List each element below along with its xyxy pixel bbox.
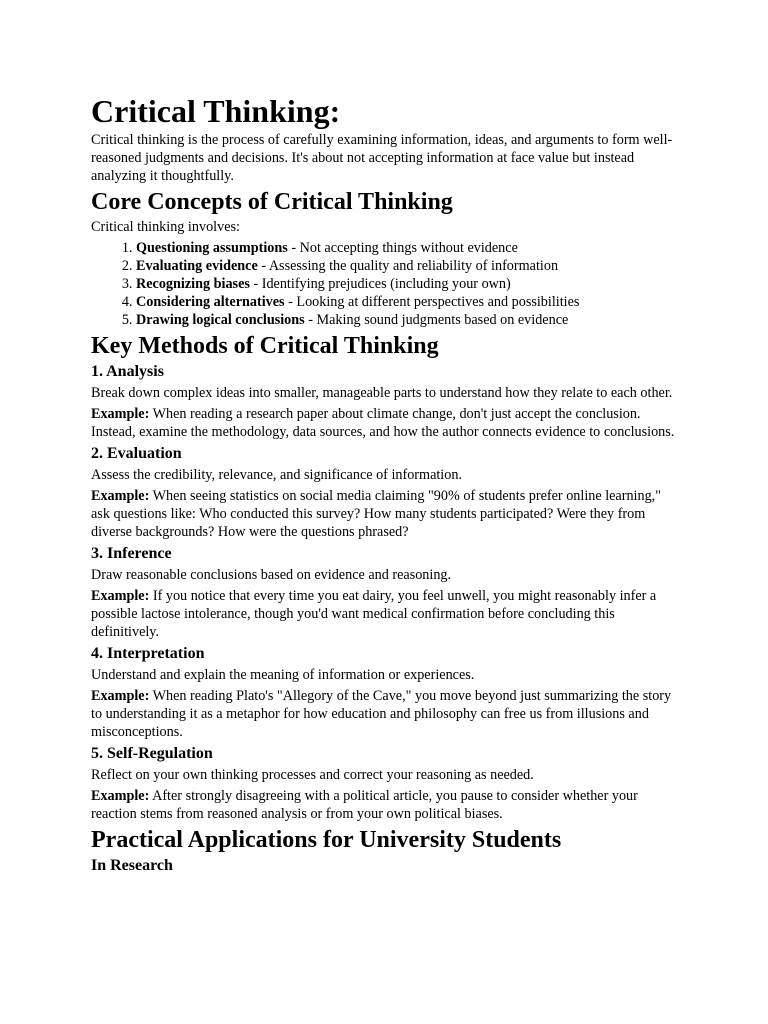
list-item xyxy=(136,257,677,275)
method-example xyxy=(91,405,677,441)
example-text: If you notice that every time you eat dairy, you feel unwell, you might reasonably infer a possible lactose intolerance, though you'd want medical confirmation before concluding this definitively. xyxy=(91,588,657,640)
list-item xyxy=(136,239,677,257)
list-item-desc: - Not accepting things without evidence xyxy=(287,240,518,256)
example-label: Example: xyxy=(91,688,150,704)
method-description: Understand and explain the meaning of information or experiences. xyxy=(91,667,475,683)
method-title: 3. Inference xyxy=(91,545,172,562)
method-example xyxy=(91,687,677,741)
example-text: When seeing statistics on social media claiming "90% of students prefer online learning," ask questions like: Who conducted this survey? How many students participated? Were they from diverse backgrounds? How were the questions phrased? xyxy=(91,488,662,540)
list-item-desc: - Assessing the quality and reliability of information xyxy=(257,258,559,274)
core-concepts-lead: Critical thinking involves: xyxy=(91,219,240,235)
list-item-term: Drawing logical conclusions xyxy=(136,312,305,328)
method-description: Break down complex ideas into smaller, manageable parts to understand how they relate to each other. xyxy=(91,385,673,401)
list-item-desc: - Identifying prejudices (including your own) xyxy=(249,276,511,292)
page-title: Critical Thinking: xyxy=(91,93,341,129)
method-self-regulation xyxy=(91,744,677,823)
example-label: Example: xyxy=(91,488,150,504)
core-concepts-list xyxy=(91,239,677,329)
method-analysis xyxy=(91,362,677,441)
in-research-subheading: In Research xyxy=(91,857,173,874)
method-interpretation xyxy=(91,644,677,741)
list-item-term: Recognizing biases xyxy=(136,276,250,292)
list-item xyxy=(136,275,677,293)
list-item-term: Questioning assumptions xyxy=(136,240,288,256)
example-label: Example: xyxy=(91,406,150,422)
method-title: 2. Evaluation xyxy=(91,445,182,462)
core-concepts-heading: Core Concepts of Critical Thinking xyxy=(91,189,453,215)
method-description: Draw reasonable conclusions based on evidence and reasoning. xyxy=(91,567,452,583)
example-label: Example: xyxy=(91,588,150,604)
method-example xyxy=(91,587,677,641)
method-example xyxy=(91,787,677,823)
list-item-term: Evaluating evidence xyxy=(136,258,258,274)
example-text: When reading a research paper about climate change, don't just accept the conclusion. Instead, examine the methodology, data sources, and how the author connects evidence to conclusions. xyxy=(91,406,675,440)
list-item xyxy=(136,311,677,329)
list-item-desc: - Making sound judgments based on evidence xyxy=(304,312,569,328)
method-description: Reflect on your own thinking processes and correct your reasoning as needed. xyxy=(91,767,534,783)
list-item-term: Considering alternatives xyxy=(136,294,285,310)
intro-paragraph: Critical thinking is the process of carefully examining information, ideas, and arguments to form well-reasoned judgments and decisions. It's about not accepting information at face value but instead analyzing it thoughtfully. xyxy=(91,132,673,184)
list-item-desc: - Looking at different perspectives and possibilities xyxy=(284,294,580,310)
method-inference xyxy=(91,544,677,641)
key-methods-heading: Key Methods of Critical Thinking xyxy=(91,333,439,359)
method-description: Assess the credibility, relevance, and significance of information. xyxy=(91,467,462,483)
list-item xyxy=(136,293,677,311)
method-example xyxy=(91,487,677,541)
method-title: 4. Interpretation xyxy=(91,645,205,662)
method-evaluation xyxy=(91,444,677,541)
practical-applications-heading: Practical Applications for University Students xyxy=(91,827,562,853)
method-title: 1. Analysis xyxy=(91,363,164,380)
example-text: When reading Plato's "Allegory of the Cave," you move beyond just summarizing the story to understanding it as a metaphor for how education and philosophy can free us from illusions and misconceptions. xyxy=(91,688,672,740)
example-label: Example: xyxy=(91,788,150,804)
method-title: 5. Self-Regulation xyxy=(91,745,213,762)
example-text: After strongly disagreeing with a political article, you pause to consider whether your reaction stems from reasoned analysis or from your own political biases. xyxy=(91,788,638,822)
